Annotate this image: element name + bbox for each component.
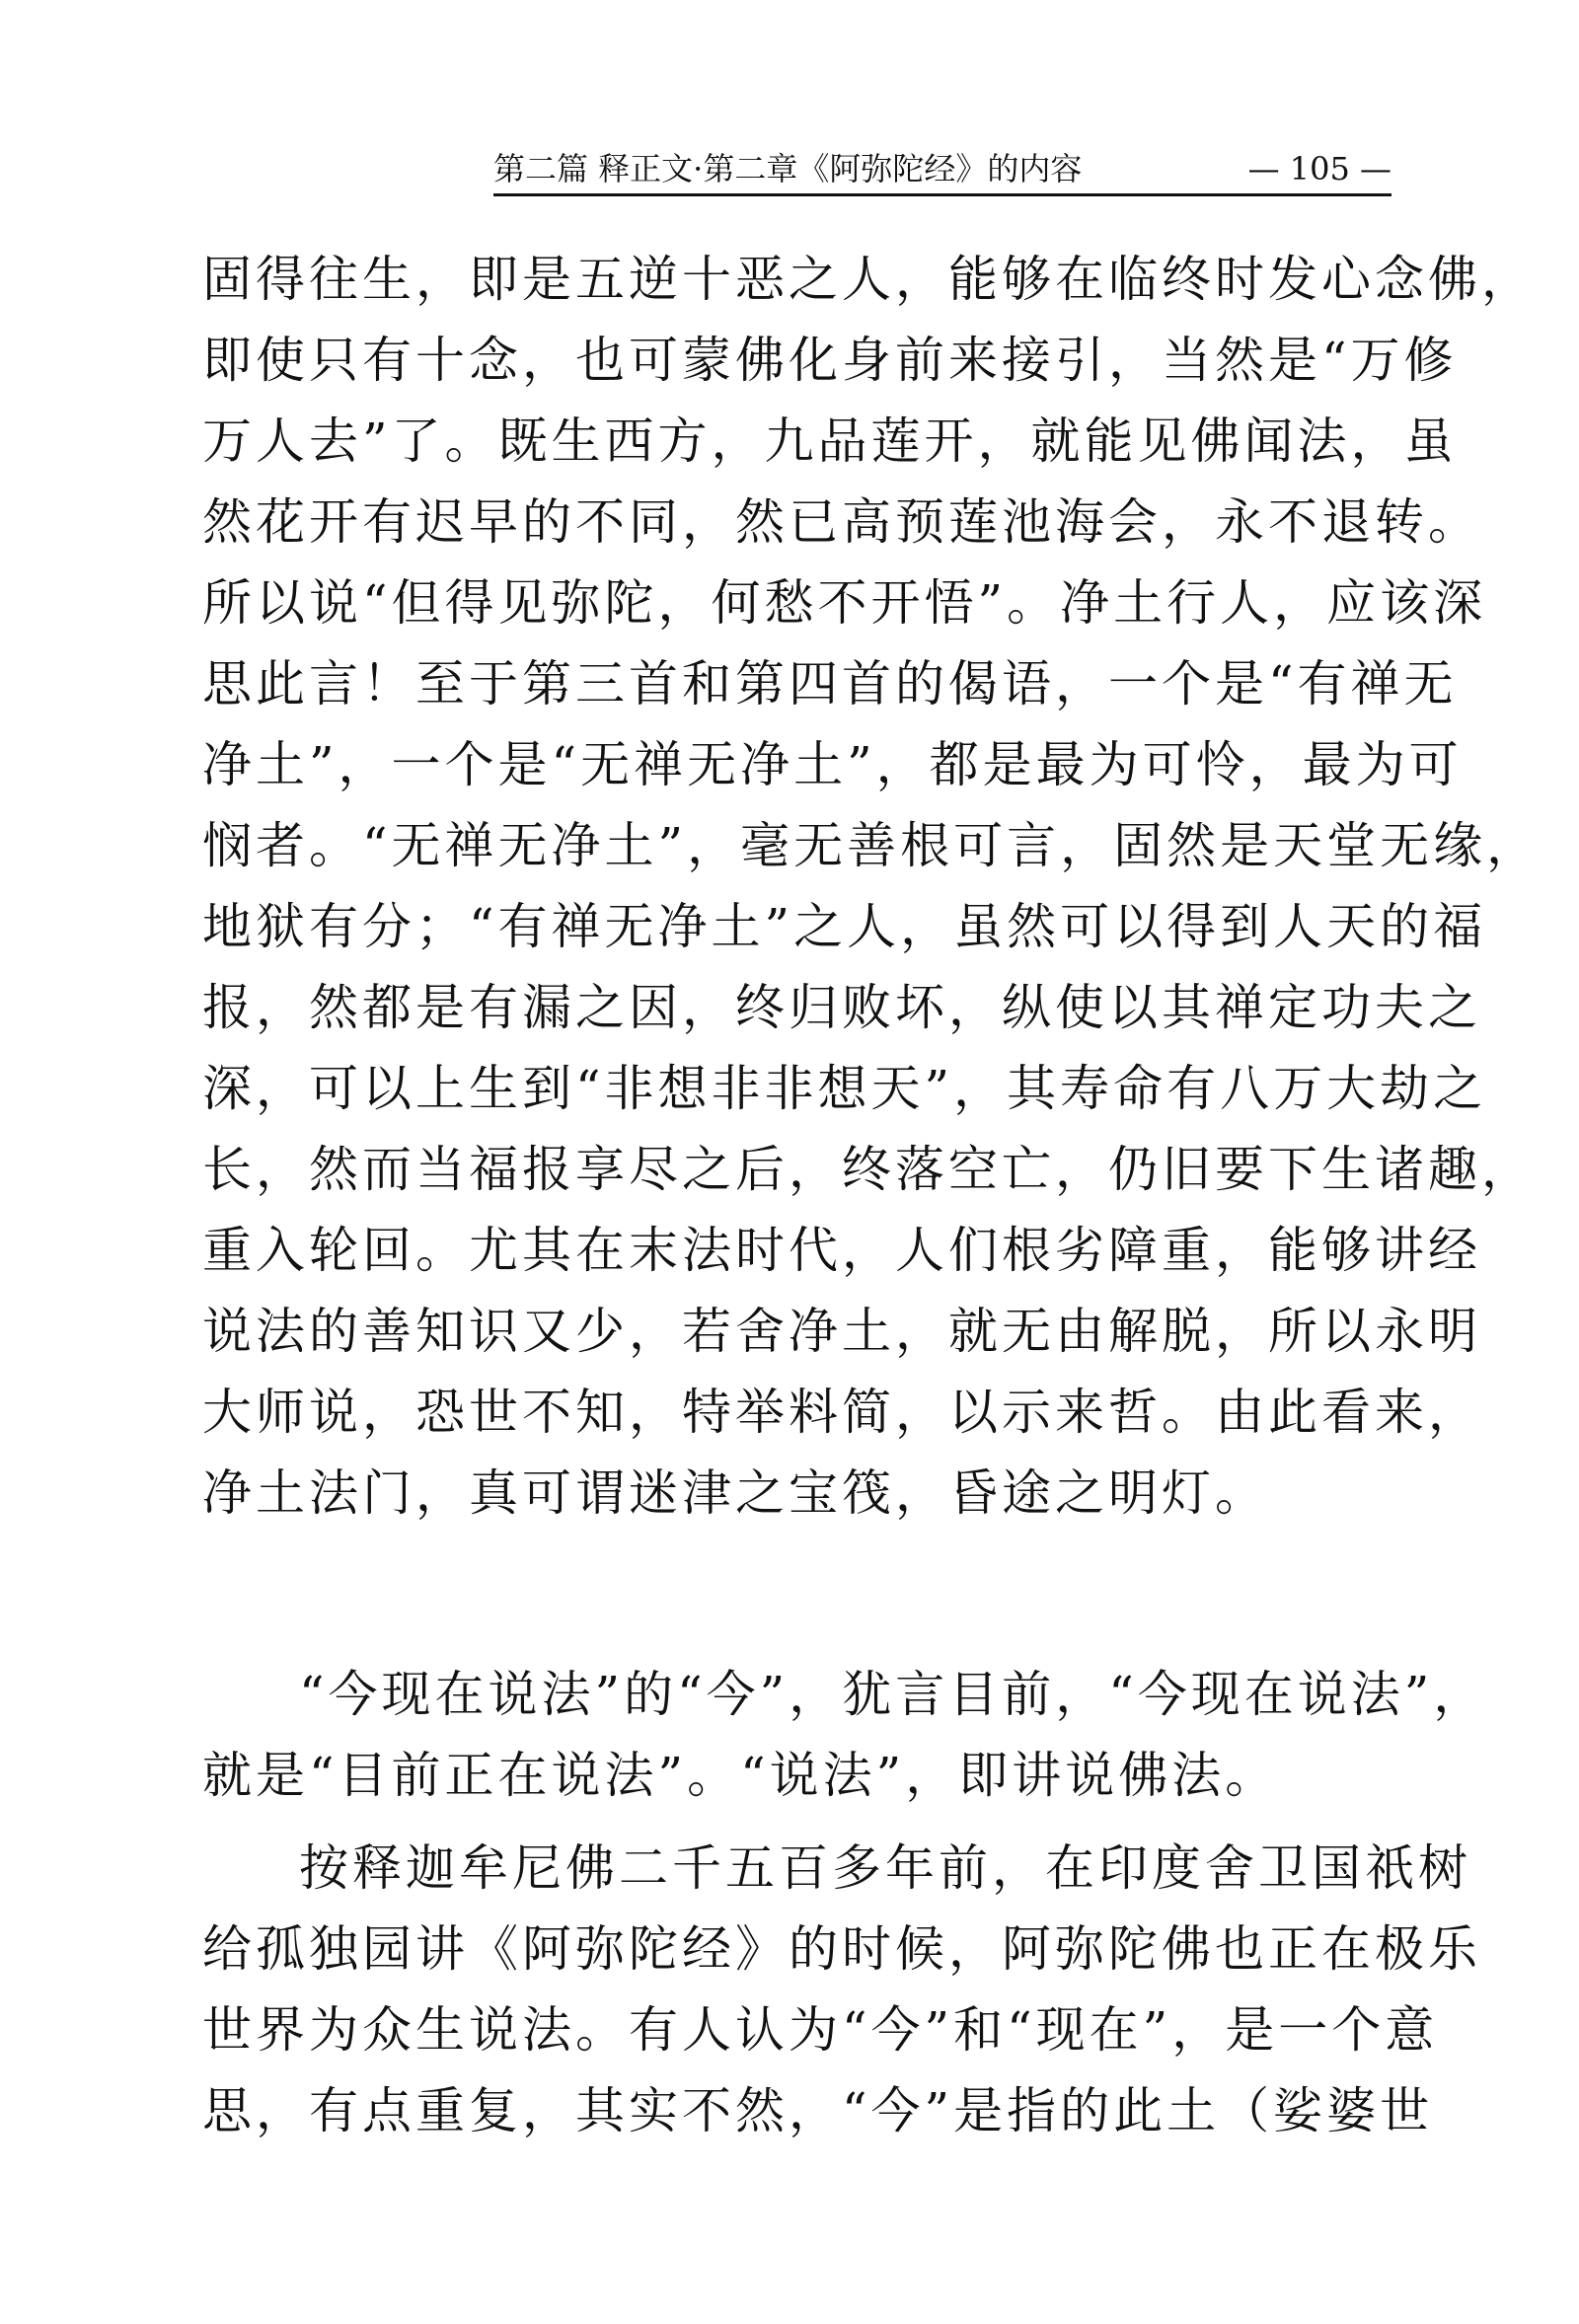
text-line: 悯者。“无禅无净土”，毫无善根可言，固然是天堂无缘，	[202, 817, 1541, 874]
page-number: — 105 —	[1247, 150, 1391, 187]
text-line: 地狱有分；“有禅无净土”之人，虽然可以得到人天的福	[202, 898, 1487, 955]
text-line: 长，然而当福报享尽之后，终落空亡，仍旧要下生诸趣，	[202, 1141, 1535, 1198]
text-line: 思，有点重复，其实不然，“今”是指的此土（娑婆世	[202, 2082, 1434, 2139]
text-line: 说法的善知识又少，若舍净土，就无由解脱，所以永明	[202, 1303, 1481, 1360]
running-header	[493, 146, 1391, 191]
text-line: 净土法门，真可谓迷津之宝筏，昏途之明灯。	[202, 1464, 1268, 1522]
text-line: 万人去”了。既生西方，九品莲开，就能见佛闻法，虽	[202, 412, 1458, 470]
text-line: 深，可以上生到“非想非非想天”，其寿命有八万大劫之	[202, 1060, 1487, 1117]
text-line: 按释迦牟尼佛二千五百多年前，在印度舍卫国祇树	[299, 1839, 1471, 1897]
text-line: 净土”，一个是“无禅无净土”，都是最为可怜，最为可	[202, 736, 1463, 793]
text-line: 就是“目前正在说法”。“说法”，即讲说佛法。	[202, 1747, 1279, 1804]
text-line: 报，然都是有漏之因，终归败坏，纵使以其禅定功夫之	[202, 979, 1481, 1036]
text-line: 思此言！至于第三首和第四首的偈语，一个是“有禅无	[202, 655, 1458, 712]
header-rule	[493, 193, 1391, 196]
text-line: 固得往生，即是五逆十恶之人，能够在临终时发心念佛，	[202, 251, 1535, 308]
text-line: 即使只有十念，也可蒙佛化身前来接引，当然是“万修	[202, 332, 1458, 389]
running-title: 第二篇 释正文·第二章《阿弥陀经》的内容	[493, 150, 1083, 187]
text-line: 重入轮回。尤其在末法时代，人们根劣障重，能够讲经	[202, 1222, 1481, 1279]
text-line: 给孤独园讲《阿弥陀经》的时候，阿弥陀佛也正在极乐	[202, 1920, 1481, 1978]
text-line: 所以说“但得见弥陀，何愁不开悟”。净土行人，应该深	[202, 574, 1487, 632]
text-line: 然花开有迟早的不同，然已高预莲池海会，永不退转。	[202, 493, 1481, 551]
text-line: 大师说，恐世不知，特举料简，以示来哲。由此看来，	[202, 1384, 1481, 1441]
text-line: 世界为众生说法。有人认为“今”和“现在”，是一个意	[202, 2001, 1439, 2059]
text-line: “今现在说法”的“今”，犹言目前，“今现在说法”，	[299, 1666, 1487, 1723]
